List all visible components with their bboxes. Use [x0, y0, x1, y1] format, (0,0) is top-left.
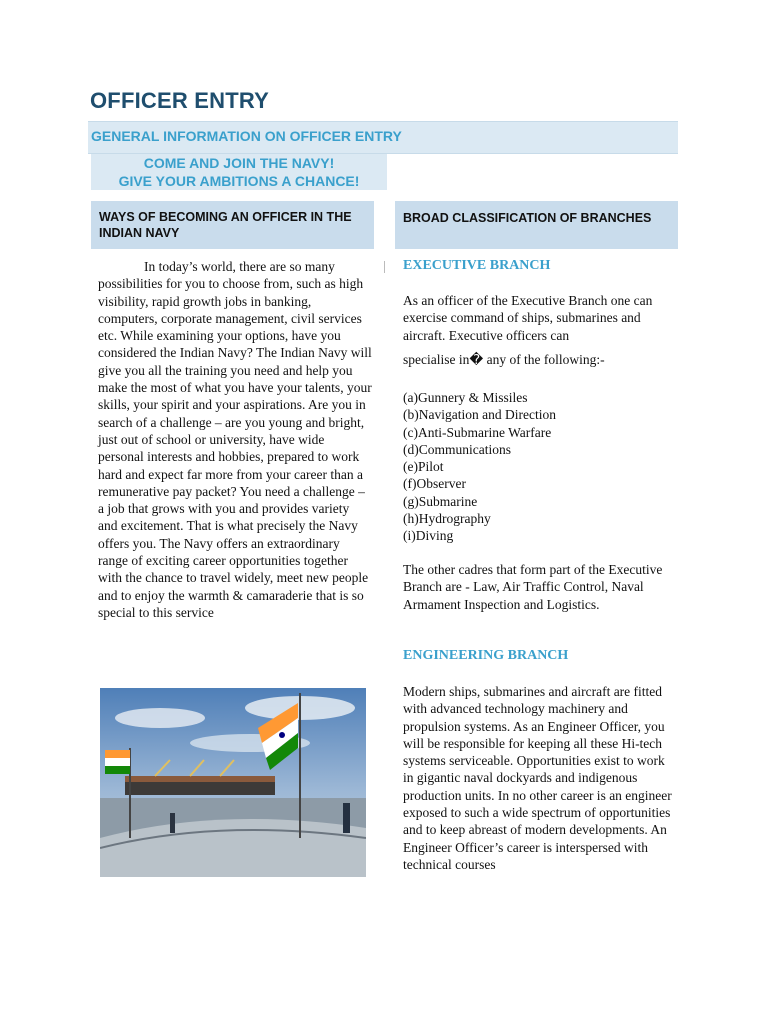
list-item: (a)Gunnery & Missiles: [403, 390, 528, 405]
left-column-heading: WAYS OF BECOMING AN OFFICER IN THE INDIAN NAVY: [91, 201, 374, 249]
list-item: (f)Observer: [403, 476, 466, 492]
list-item: (h)Hydrography: [403, 511, 491, 527]
list-item: (e)Pilot: [403, 459, 444, 475]
join-banner: [91, 154, 387, 190]
engineering-branch-title: ENGINEERING BRANCH: [403, 648, 569, 663]
intro-paragraph: In today’s world, there are so many possibilities for you to choose from, such as high visibility, rapid growth jobs in banking, computers, corporate management, civil services etc. While examining your options, have you considered the Indian Navy? The Indian Navy will give you all the training you need and help you make the most of what you have your talents, your skills, your spirit and your aspirations. Are you in search of a challenge – are you young and bright, just out of school or university, have wide personal interests and hobbies, prepared to work hard and expect far more from your career than a remunerative pay packet? You need a challenge – a job that grows with you and provides variety and excitement. That is what precisely the Navy offers you. The Navy offers an extraordinary range of exciting career opportunities together with the chance to travel widely, meet new people and to enjoy the warmth & camaraderie that is so special to this service: [98, 259, 372, 620]
list-item: (i)Diving: [403, 528, 454, 544]
join-line-1: COME AND JOIN THE NAVY!: [143, 155, 335, 171]
engineering-paragraph: Modern ships, submarines and aircraft are fitted with advanced technology machinery and propulsion systems. As an Engineer Officer, you will be responsible for keeping all these Hi-tech systems serviceable. Opportunities exist to work in gigantic naval dockyards and indigenous production units. In no other career is an engineer exposed to such a wide spectrum of opportunities and to keep abreast of modern developments. An Engineer Officer’s career is interspersed with technical courses: [403, 684, 672, 872]
join-line-2: GIVE YOUR AMBITIONS A CHANCE!: [118, 173, 360, 189]
column-divider: [384, 261, 385, 273]
list-item: (g)Submarine: [403, 493, 478, 509]
executive-paragraph: As an officer of the Executive Branch one can exercise command of ships, submarines and aircraft. Executive officers can: [403, 293, 653, 343]
page-subtitle: GENERAL INFORMATION ON OFFICER ENTRY: [91, 128, 402, 144]
list-item: (b)Navigation and Direction: [403, 407, 556, 423]
other-cadres-paragraph: The other cadres that form part of the Executive Branch are - Law, Air Traffic Control, Naval Armament Inspection and Logistics.: [403, 562, 663, 612]
executive-branch-title: EXECUTIVE BRANCH: [403, 258, 551, 273]
navy-ship-photo: [100, 688, 366, 877]
list-item: (d)Communications: [403, 441, 511, 457]
list-item: (c)Anti-Submarine Warfare: [403, 424, 552, 440]
page-title: OFFICER ENTRY: [90, 88, 270, 113]
specialisation-list: [403, 389, 556, 545]
right-column-heading: BROAD CLASSIFICATION OF BRANCHES: [395, 201, 678, 249]
executive-specialise-line: specialise in� any of the following:-: [403, 352, 605, 367]
